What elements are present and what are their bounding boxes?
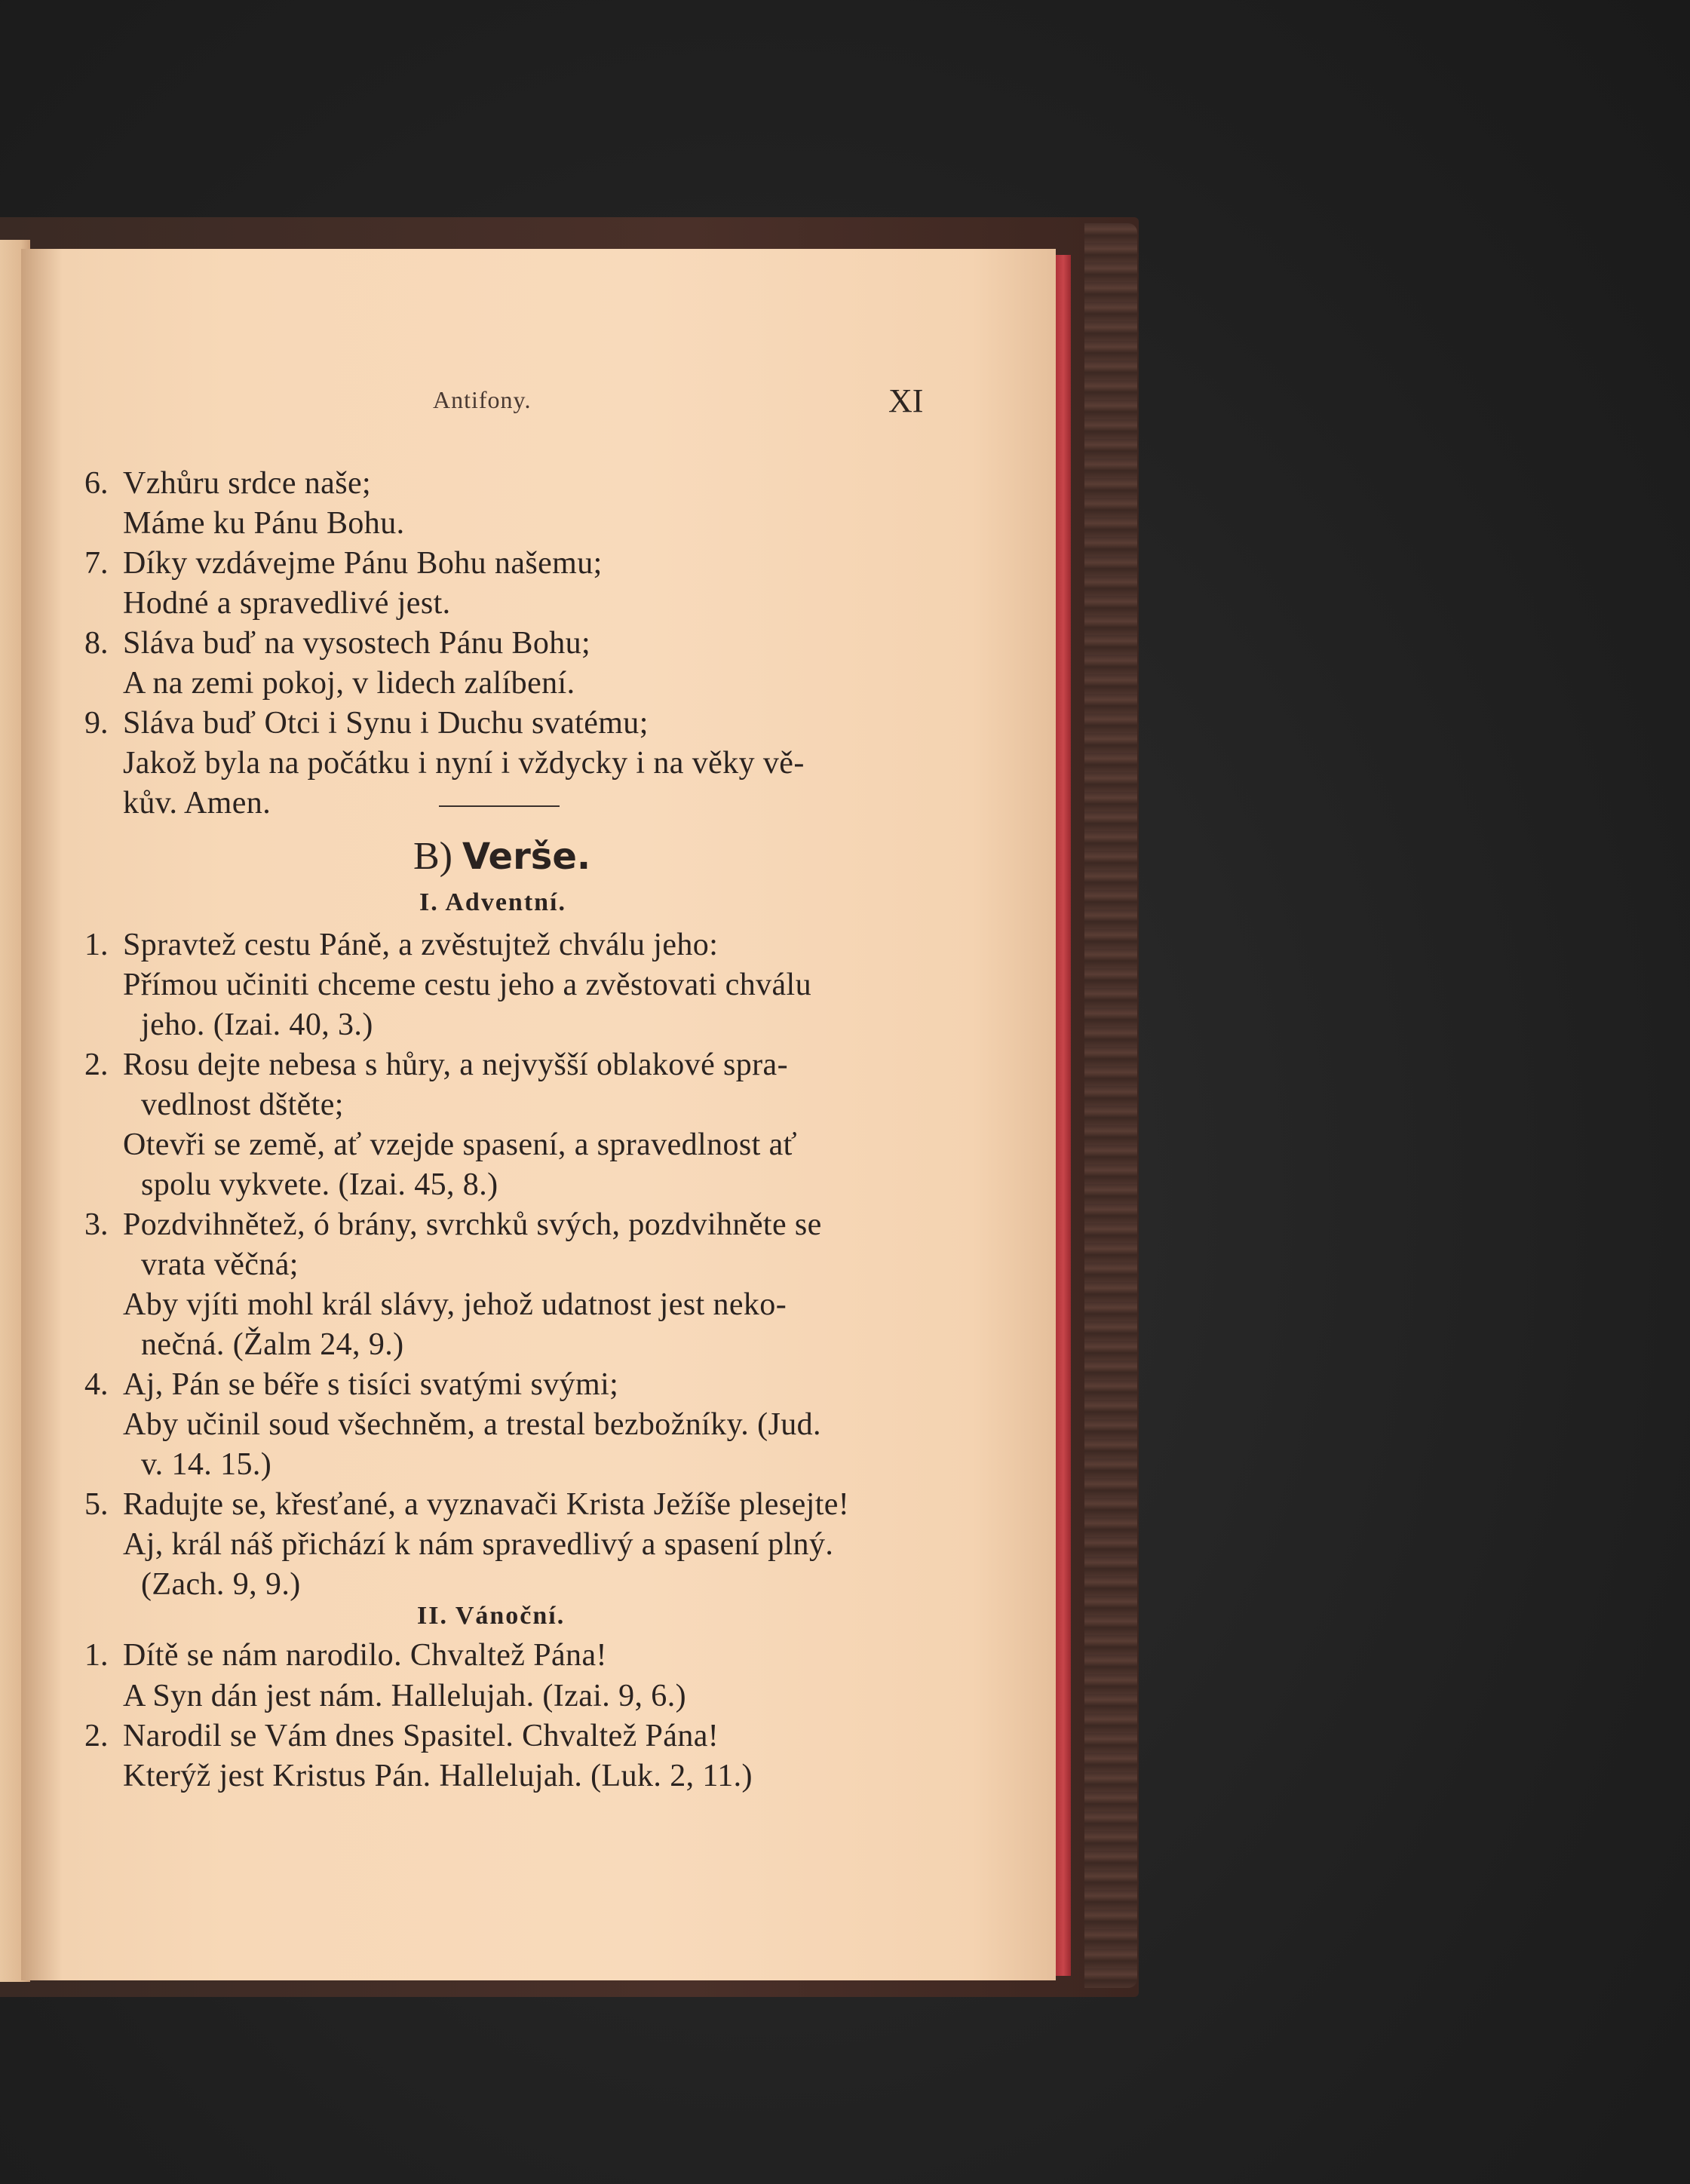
red-page-edge [1056,255,1071,1976]
text-line: Aj, král náš přichází k nám spravedlivý a spasení plný. [123,1527,834,1562]
text-line: Vzhůru srdce naše; [123,466,372,501]
text-line: Radujte se, křesťané, a vyznavači Krista Ježíše plesejte! [123,1487,850,1522]
section-title [413,837,590,876]
section-divider [439,805,560,807]
item-number: 9. [84,706,109,741]
section-title-text: Verše. [462,836,591,878]
text-line: Hodné a spravedlivé jest. [123,586,451,621]
item-number: 6. [84,466,109,501]
text-line: Aby vjíti mohl král slávy, jehož udatnost jest neko- [123,1287,787,1322]
item-number: 3. [84,1207,109,1242]
text-line: vrata věčná; [141,1247,299,1282]
item-number: 5. [84,1487,109,1522]
text-line: v. 14. 15.) [141,1447,272,1482]
text-line: spolu vykvete. (Izai. 45, 8.) [141,1167,498,1202]
text-line: Otevři se země, ať vzejde spasení, a spravedlnost ať [123,1127,798,1162]
text-line: (Zach. 9, 9.) [141,1567,301,1602]
book-cover-edge [1084,223,1137,1988]
text-line: Kterýž jest Kristus Pán. Hallelujah. (Luk. 2, 11.) [123,1759,753,1793]
item-number: 2. [84,1719,109,1753]
text-line: Narodil se Vám dnes Spasitel. Chvaltež Pána! [123,1719,719,1753]
text-line: Máme ku Pánu Bohu. [123,506,405,541]
item-number: 4. [84,1367,109,1402]
item-number: 1. [84,1638,109,1673]
text-line: Aj, Pán se béře s tisíci svatými svými; [123,1367,619,1402]
page-header [0,382,1690,431]
item-number: 8. [84,626,109,661]
text-line: Přímou učiniti chceme cestu jeho a zvěstovati chválu [123,968,812,1002]
text-line: kův. Amen. [123,786,271,821]
text-line: A Syn dán jest nám. Hallelujah. (Izai. 9, 6.) [123,1679,686,1713]
text-line: Sláva buď Otci i Synu i Duchu svatému; [123,706,649,741]
text-line: Dítě se nám narodilo. Chvaltež Pána! [123,1638,607,1673]
text-line: Rosu dejte nebesa s hůry, a nejvyšší oblakové spra- [123,1048,788,1082]
text-line: A na zemi pokoj, v lidech zalíbení. [123,666,575,701]
text-line: Pozdvihnětež, ó brány, svrchků svých, pozdvihněte se [123,1207,822,1242]
section-prefix: B) [413,835,452,878]
running-title: Antifony. [433,386,532,413]
text-line: Sláva buď na vysostech Pánu Bohu; [123,626,591,661]
item-number: 1. [84,928,109,962]
text-line: jeho. (Izai. 40, 3.) [141,1008,373,1042]
text-line: nečná. (Žalm 24, 9.) [141,1327,404,1362]
page-number: XI [888,382,924,419]
subsection-heading: II. Vánoční. [417,1602,566,1630]
item-number: 7. [84,546,109,581]
text-line: vedlnost dštěte; [141,1087,344,1122]
text-line: Díky vzdávejme Pánu Bohu našemu; [123,546,603,581]
text-line: Aby učinil soud všechněm, a trestal bezbožníky. (Jud. [123,1407,821,1442]
item-number: 2. [84,1048,109,1082]
subsection-heading: I. Adventní. [419,888,566,916]
text-line: Jakož byla na počátku i nyní i vždycky i na věky vě- [123,746,805,781]
text-line: Spravtež cestu Páně, a zvěstujtež chválu jeho: [123,928,719,962]
